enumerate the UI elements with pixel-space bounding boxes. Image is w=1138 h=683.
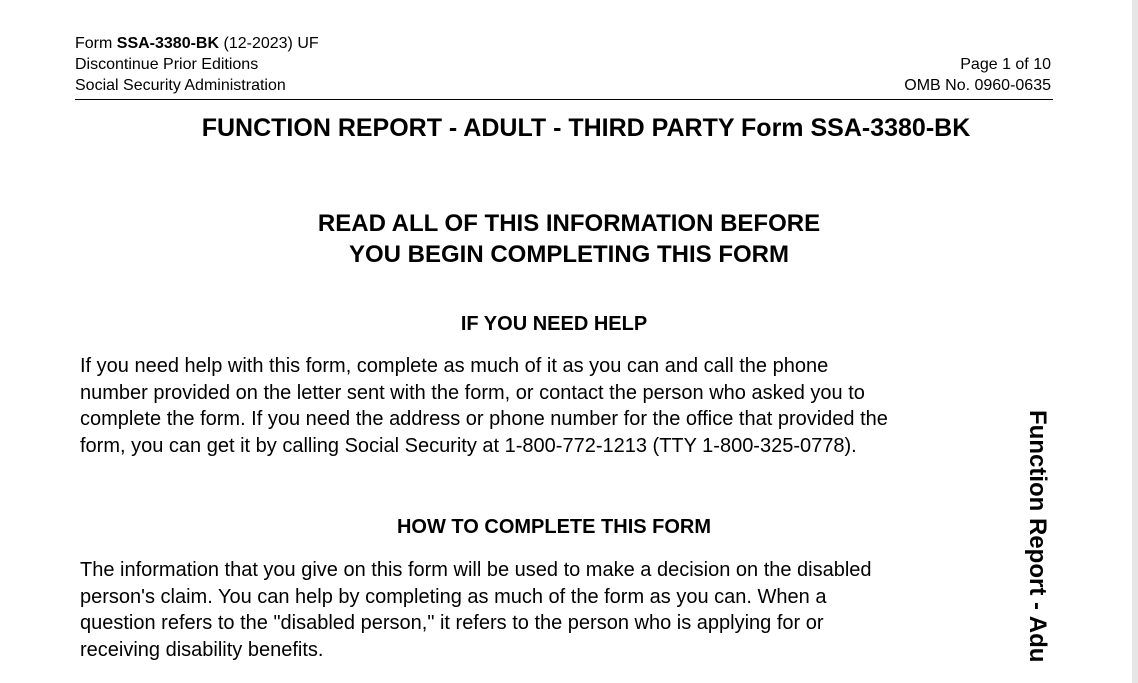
agency-name: Social Security Administration xyxy=(75,77,286,94)
header-divider xyxy=(75,99,1053,100)
help-paragraph xyxy=(80,353,1000,459)
how-to-heading: HOW TO COMPLETE THIS FORM xyxy=(396,516,712,538)
omb-number: OMB No. 0960-0635 xyxy=(904,77,1051,94)
how-to-line: receiving disability benefits. xyxy=(80,638,324,661)
form-version: (12-2023) UF xyxy=(223,35,319,52)
help-heading: IF YOU NEED HELP xyxy=(460,313,648,335)
help-line: If you need help with this form, complete as much of it as you can and call the phone xyxy=(80,355,829,377)
form-prefix: Form xyxy=(75,35,113,52)
help-line: number provided on the letter sent with the form, or contact the person who asked you to xyxy=(80,381,865,404)
form-header-right xyxy=(904,54,1051,96)
how-to-line: question refers to the "disabled person," it refers to the person who is applying for or xyxy=(80,612,824,634)
discontinue-note: Discontinue Prior Editions xyxy=(75,56,259,73)
form-header-left xyxy=(75,33,319,96)
how-to-line: person's claim. You can help by completing as much of the form as you can. When a xyxy=(80,585,827,608)
page-edge xyxy=(1132,0,1138,683)
help-line: complete the form. If you need the address or phone number for the office that provided the xyxy=(80,408,888,430)
form-number: SSA-3380-BK xyxy=(116,35,220,52)
read-notice xyxy=(0,208,1132,270)
how-to-paragraph xyxy=(80,557,1000,663)
help-line: form, you can get it by calling Social Security at 1-800-772-1213 (TTY 1-800-325-0778). xyxy=(80,434,857,457)
read-notice-line-1: READ ALL OF THIS INFORMATION BEFORE xyxy=(317,210,821,237)
side-section-label-text: Function Report - Adu xyxy=(1024,410,1051,663)
how-to-line: The information that you give on this form will be used to make a decision on the disabled xyxy=(80,559,872,581)
form-id-line xyxy=(75,33,319,54)
side-section-label xyxy=(1018,410,1058,683)
page-number: Page 1 of 10 xyxy=(960,56,1051,73)
read-notice-line-2: YOU BEGIN COMPLETING THIS FORM xyxy=(348,241,789,268)
form-title: FUNCTION REPORT - ADULT - THIRD PARTY Form SSA-3380-BK xyxy=(201,114,971,142)
